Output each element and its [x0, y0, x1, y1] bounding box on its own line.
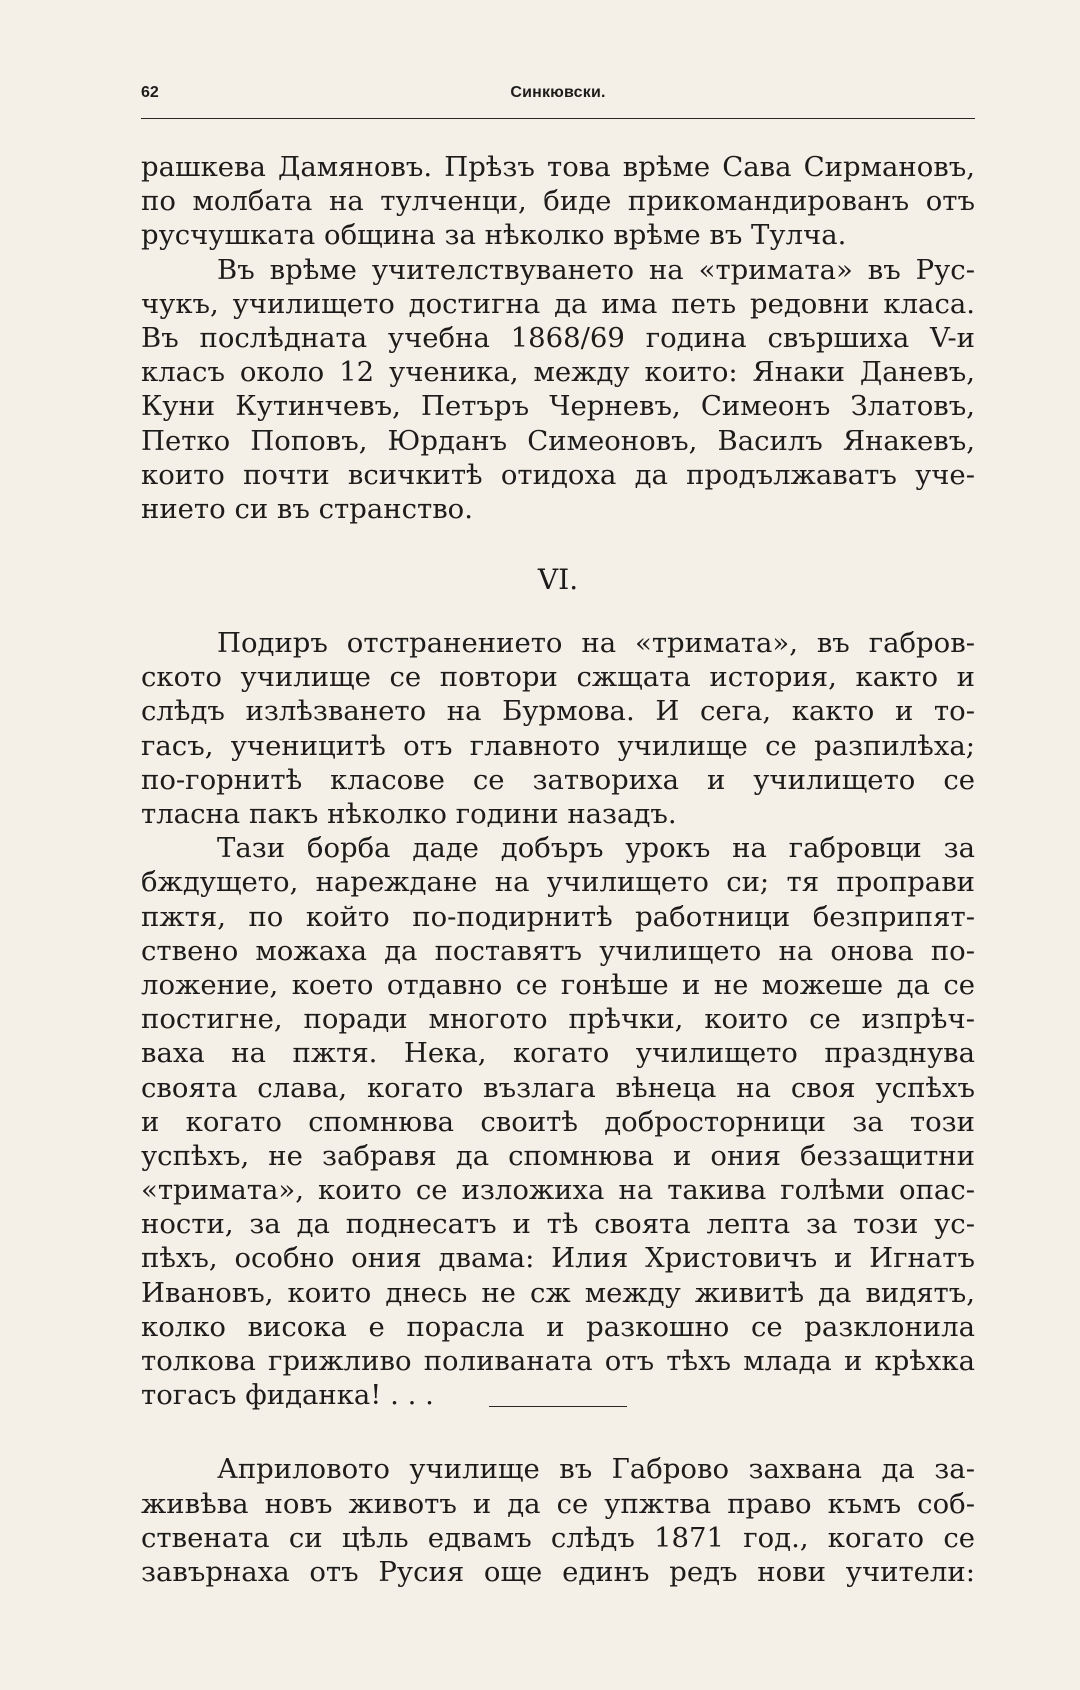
text-line: Тази борба даде добъръ урокъ на габровци за — [217, 832, 975, 865]
text-line: колко висока е порасла и разкошно се разклонила — [141, 1310, 975, 1343]
text-line: толкова грижливо поливаната отъ тѣхъ млада и крѣхка — [141, 1345, 975, 1377]
separator-row — [141, 1412, 975, 1452]
running-head: Синкювски. — [510, 84, 606, 101]
text-line: рашкева Дамяновъ. Прѣзъ това врѣме Сава Сирмановъ, — [141, 151, 975, 183]
text-line: успѣхъ, не забравя да спомнюва и ония беззащитни — [141, 1139, 975, 1172]
text-line: завърнаха отъ Русия още единъ редъ нови учители: — [141, 1555, 975, 1588]
separator-rule — [489, 1406, 627, 1407]
text-line: пжтя, по който по-подирнитѣ работници безприпят- — [141, 900, 975, 933]
text-line: ложение, което отдавно се гонѣше и не можеше да се — [141, 968, 975, 1001]
text-line: «тримата», които се изложиха на такива голѣми опас- — [141, 1174, 975, 1207]
text-line: тласна пакъ нѣколко години назадъ. — [141, 798, 677, 830]
text-line: по молбата на тулченци, биде прикомандированъ отъ — [141, 185, 975, 218]
text-line: по-горнитѣ класове се затвориха и училището се — [141, 763, 975, 796]
text-line: Петко Поповъ, Юрданъ Симеоновъ, Василъ Янакевъ, — [141, 424, 975, 457]
paragraph-3 — [141, 626, 975, 831]
paragraph-1 — [141, 150, 975, 253]
text-line: русчушката община за нѣколко врѣме въ Тулча. — [141, 219, 847, 252]
body-text — [141, 150, 975, 1589]
text-line: Куни Кутинчевъ, Петъръ Черневъ, Симеонъ Златовъ, — [141, 390, 975, 423]
text-line: ваха на пжтя. Нека, когато училището празднува — [141, 1037, 975, 1070]
text-line: нието си въ странство. — [141, 492, 473, 525]
text-line: постигне, поради многото прѣчки, които се изпрѣч- — [141, 1003, 975, 1036]
text-line: Ивановъ, които днесь не сж между живитѣ да видятъ, — [141, 1276, 975, 1309]
page-number: 62 — [141, 84, 159, 101]
text-line: и когато спомнюва своитѣ добросторници за този — [141, 1105, 975, 1138]
text-line: ности, за да поднесатъ и тѣ своята лепта за този ус- — [141, 1208, 975, 1241]
text-line: Въ послѣдната учебна 1868/69 година свършиха V-и — [141, 321, 975, 354]
page-header — [141, 78, 975, 119]
text-line: Априловото училище въ Габрово захвана да за- — [217, 1453, 975, 1486]
text-line: слѣдъ излѣзването на Бурмова. И сега, както и то- — [141, 695, 975, 728]
text-line: които почти всичкитѣ отидоха да продължаватъ уче- — [141, 458, 975, 491]
paragraph-4 — [141, 831, 975, 1412]
text-line: класъ около 12 ученика, между които: Янаки Даневъ, — [141, 356, 975, 389]
text-line: бждущето, нареждане на училището си; тя проправи — [141, 866, 975, 899]
text-line: ствено можаха да поставятъ училището на онова по- — [141, 934, 975, 967]
text-line: своята слава, когато възлага вѣнеца на своя успѣхъ — [141, 1071, 975, 1104]
text-line: пѣхъ, особно ония двама: Илия Христовичъ и Игнатъ — [141, 1242, 975, 1275]
text-line: тогасъ фиданка! . . . — [141, 1379, 434, 1412]
spacer — [141, 526, 975, 560]
text-line: гасъ, ученицитѣ отъ главното училище се разпилѣха; — [141, 729, 975, 762]
paragraph-5 — [141, 1452, 975, 1589]
text-line: живѣва новъ животъ и да се упжтва право къмъ соб- — [141, 1487, 975, 1520]
text-line: Въ врѣме учителствуването на «тримата» въ Рус- — [217, 253, 975, 286]
text-line: ствената си цѣль едвамъ слѣдъ 1871 год., когато се — [141, 1521, 975, 1554]
paragraph-2 — [141, 253, 975, 527]
section-heading: VI. — [537, 563, 579, 597]
text-line: чукъ, училището достигна да има петь редовни класа. — [141, 287, 975, 320]
text-line: ското училище се повтори сжщата история, както и — [141, 661, 975, 694]
text-line: Подиръ отстранението на «тримата», въ габров- — [217, 627, 975, 660]
